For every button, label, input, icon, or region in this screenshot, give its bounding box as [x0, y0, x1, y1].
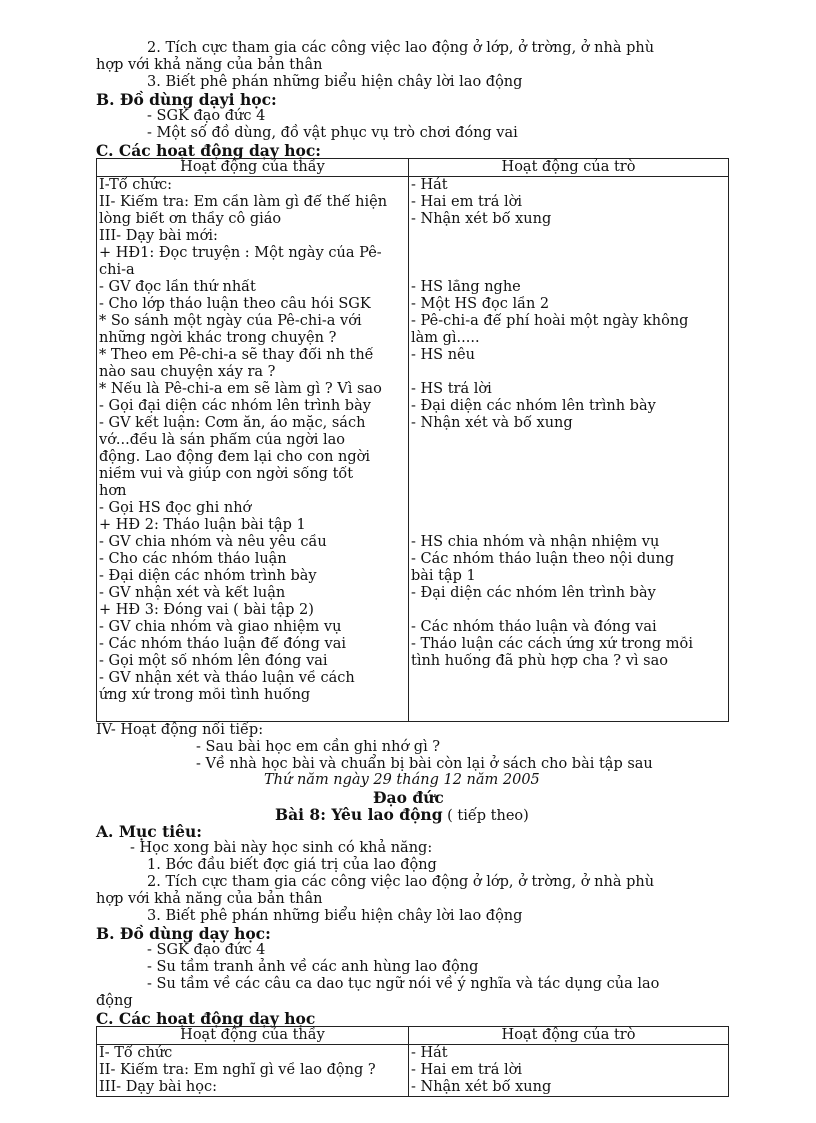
cell-line: bài tập 1 [411, 568, 476, 584]
lesson-title-main: Bài 8: Yêu lao động [275, 805, 443, 824]
cell-line [411, 432, 726, 449]
cell-line: - GV chia nhóm và giao nhiệm vụ [99, 619, 342, 635]
cell-line: - Hát [411, 1045, 448, 1061]
student-activities [409, 177, 729, 722]
cell-line: những ngời khác trong chuyện ? [99, 330, 337, 346]
cell-line: II- Kiểm tra: Em nghĩ gì về lao động ? [99, 1062, 376, 1078]
cell-line: ứng xử trong mỗi tình huống [99, 687, 311, 703]
material-3-line-2: động [96, 993, 133, 1009]
cell-line: - Hát [411, 177, 448, 193]
cell-line: - Pê-chi-a để phí hoài một ngày không [411, 313, 689, 329]
cell-line: I-Tổ chức: [99, 177, 173, 193]
cell-line: - Nhận xét bổ xung [411, 211, 552, 227]
material-3-line-1: - Su tầm về các câu ca dao tục ngữ nói về ý nghĩa và tác dụng của lao [147, 976, 660, 992]
teacher-column-header: Hoạt động của thầy [97, 1027, 409, 1045]
cell-line: hơn [99, 483, 127, 499]
material-2: - Su tầm tranh ảnh về các anh hùng lao động [147, 959, 479, 975]
cell-line: chi-a [99, 262, 135, 278]
cell-line: - Nhận xét và bổ xung [411, 415, 573, 431]
cell-line: III- Dạy bài mới: [99, 228, 218, 244]
student-column-header: Hoạt động của trò [409, 1027, 729, 1045]
cell-line [411, 517, 726, 534]
teacher-column-header: Hoạt động của thầy [97, 159, 409, 177]
material-2: - Một số đồ dùng, đồ vật phục vụ trò chơi đóng vai [147, 125, 518, 141]
cell-line: * So sánh một ngày của Pê-chi-a với [99, 313, 362, 329]
cell-line: - GV nhận xét và kết luận [99, 585, 286, 601]
cell-line: - GV kết luận: Cơm ăn, áo mặc, sách [99, 415, 366, 431]
cell-line: - Một HS đọc lần 2 [411, 296, 550, 312]
section-iv-heading: IV- Hoạt động nối tiếp: [96, 722, 264, 738]
goal-2-line-1: 2. Tích cực tham gia các công việc lao động ở lớp, ở trờng, ở nhà phù [147, 874, 655, 890]
goal-2-line-2: hợp với khả năng của bản thân [96, 891, 323, 907]
cell-line: - Gọi HS đọc ghi nhớ [99, 500, 252, 516]
cell-line: lòng biết ơn thầy cô giáo [99, 211, 282, 227]
cell-line: - Đại diện các nhóm lên trình bày [411, 398, 656, 414]
cell-line [411, 228, 726, 245]
lesson-title-suffix: ( tiếp theo) [447, 808, 529, 824]
section-c-heading: C. Các hoạt động dạy học: [96, 141, 322, 160]
cell-line: - Cho các nhóm thảo luận [99, 551, 287, 567]
goal-2-line-2: hợp với khả năng của bản thân [96, 57, 323, 73]
cell-line: - Đại diện các nhóm lên trình bày [411, 585, 656, 601]
cell-line: - Hai em trả lời [411, 1062, 523, 1078]
cell-line: * Nếu là Pê-chi-a em sẽ làm gì ? Vì sao [99, 381, 382, 397]
cell-line [411, 483, 726, 500]
activity-table-2 [96, 1026, 729, 1097]
material-1: - SGK đạo đức 4 [147, 942, 266, 958]
cell-line [411, 602, 726, 619]
cell-line: - Các nhóm thảo luận để đóng vai [99, 636, 346, 652]
cell-line [411, 466, 726, 483]
cell-line: niềm vui và giúp con ngời sống tốt [99, 466, 354, 482]
student-activities [409, 1045, 729, 1097]
lesson-date: Thứ năm ngày 29 tháng 12 năm 2005 [264, 772, 540, 788]
cell-line: - HS nêu [411, 347, 475, 363]
cell-line: làm gì..... [411, 330, 480, 346]
cell-line: - GV chia nhóm và nêu yêu cầu [99, 534, 327, 550]
cell-line: + HĐ1: Đọc truyện : Một ngày của Pê- [99, 245, 382, 261]
goal-1: 1. Bớc đầu biết đợc giá trị của lao động [147, 857, 437, 873]
cell-line [411, 449, 726, 466]
section-c-heading: C. Các hoạt động dạy học [96, 1009, 316, 1028]
cell-line [411, 262, 726, 279]
subject-title: Đạo đức [373, 788, 444, 807]
cell-line: - Các nhóm thảo luận theo nội dung [411, 551, 675, 567]
cell-line: - HS lắng nghe [411, 279, 521, 295]
cell-line: nào sau chuyện xảy ra ? [99, 364, 276, 380]
cell-line [411, 687, 726, 704]
goal-3: 3. Biết phê phán những biểu hiện chây lời lao động [147, 908, 523, 924]
teacher-activities [97, 1045, 409, 1097]
cell-line: - HS trả lời [411, 381, 492, 397]
cell-line: động. Lao động đem lại cho con ngời [99, 449, 371, 465]
cell-line: + HĐ 3: Đóng vai ( bài tập 2) [99, 602, 314, 618]
intro-line: - Học xong bài này học sinh có khả năng: [130, 840, 433, 856]
cell-line [411, 245, 726, 262]
section-a-heading: A. Mục tiêu: [96, 822, 202, 841]
cell-line: III- Dạy bài học: [99, 1079, 218, 1095]
teacher-activities [97, 177, 409, 722]
cell-line: II- Kiểm tra: Em cần làm gì để thể hiện [99, 194, 388, 210]
cell-line [411, 670, 726, 687]
cell-line: * Theo em Pê-chi-a sẽ thay đổi nh thế [99, 347, 374, 363]
cell-line: - Gọi đại diện các nhóm lên trình bày [99, 398, 371, 414]
cell-line [411, 500, 726, 517]
goal-3: 3. Biết phê phán những biểu hiện chây lời lao động [147, 74, 523, 90]
cell-line: vở...đều là sản phẩm của ngời lao [99, 432, 346, 448]
student-column-header: Hoạt động của trò [409, 159, 729, 177]
cell-line: - Hai em trả lời [411, 194, 523, 210]
cell-line: - HS chia nhóm và nhận nhiệm vụ [411, 534, 660, 550]
cell-line: - Đại diện các nhóm trình bày [99, 568, 317, 584]
cell-line: I- Tổ chức [99, 1045, 173, 1061]
cell-line: - Cho lớp thảo luận theo câu hỏi SGK [99, 296, 371, 312]
cell-line: - Các nhóm thảo luận và đóng vai [411, 619, 657, 635]
section-b-heading: B. Đồ dùng dạyi học: [96, 90, 277, 109]
followup-1: - Sau bài học em cần ghi nhớ gì ? [196, 739, 441, 755]
cell-line: tình huống đã phù hợp cha ? vì sao [411, 653, 668, 669]
material-1: - SGK đạo đức 4 [147, 108, 266, 124]
cell-line: - Gọi một số nhóm lên đóng vai [99, 653, 328, 669]
followup-2: - Về nhà học bài và chuẩn bị bài còn lại ở sách cho bài tập sau [196, 756, 653, 772]
goal-2-line-1: 2. Tích cực tham gia các công việc lao động ở lớp, ở trờng, ở nhà phù [147, 40, 655, 56]
lesson-title [275, 806, 529, 825]
cell-line: - GV đọc lần thứ nhất [99, 279, 256, 295]
section-b-heading: B. Đồ dùng dạy học: [96, 924, 271, 943]
activity-table-1 [96, 158, 729, 722]
cell-line: - Thảo luận các cách ứng xử trong mỗi [411, 636, 694, 652]
cell-line: + HĐ 2: Thảo luận bài tập 1 [99, 517, 306, 533]
cell-line: - GV nhận xét và thảo luận về cách [99, 670, 355, 686]
cell-line: - Nhận xét bổ xung [411, 1079, 552, 1095]
cell-line [411, 364, 726, 381]
